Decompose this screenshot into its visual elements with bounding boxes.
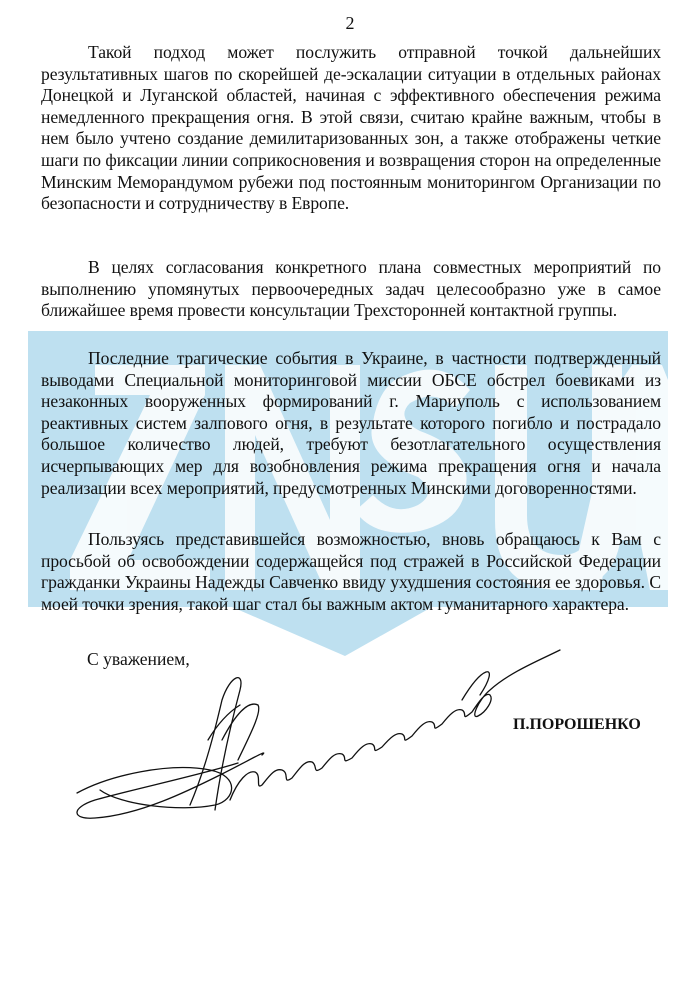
paragraph-2: В целях согласования конкретного плана совместных мероприятий по выполнению упомянутых первоочередных задач целесообразно уже в самое ближайшее время провести консультации Трехсторонней контактной группы. xyxy=(41,257,661,321)
page-number: 2 xyxy=(345,13,355,33)
signer-name: П.ПОРОШЕНКО xyxy=(513,716,641,733)
closing-salutation: С уважением, xyxy=(87,649,190,669)
paragraph-1: Такой подход может послужить отправной точкой дальнейших результативных шагов по скорейшей де-эскалации ситуации в отдельных районах Донецкой и Луганской областей, начиная с эффективного обеспечения режима немедленного прекращения огня. В этой связи, считаю крайне важным, чтобы в нем было учтено создание демилитаризованных зон, а также отображены четкие шаги по фиксации линии соприкосновения и возвращения сторон на определенные Минским Меморандумом рубежи под постоянным мониторингом Организации по безопасности и сотрудничеству в Европе. xyxy=(41,42,661,214)
paragraph-4: Пользуясь представившейся возможностью, вновь обращаюсь к Вам с просьбой об освобождении содержащейся под стражей в Российской Федерации гражданки Украины Надежды Савченко ввиду ухудшения состояния ее здоровья. С моей точки зрения, такой шаг стал бы важным актом гуманитарного характера. xyxy=(41,529,661,614)
paragraph-3: Последние трагические события в Украине, в частности подтвержденный выводами Специальной мониторинговой миссии ОБСЕ обстрел боевиками из незаконных вооруженных формирований г. Мариуполь с использованием реактивных систем залпового огня, в результате которого погибло и пострадало большое количество людей, требуют безотлагательного осуществления исчерпывающих мер для возобновления режима прекращения огня и начала реализации всех мероприятий, предусмотренных Минскими договоренностями. xyxy=(41,348,661,498)
